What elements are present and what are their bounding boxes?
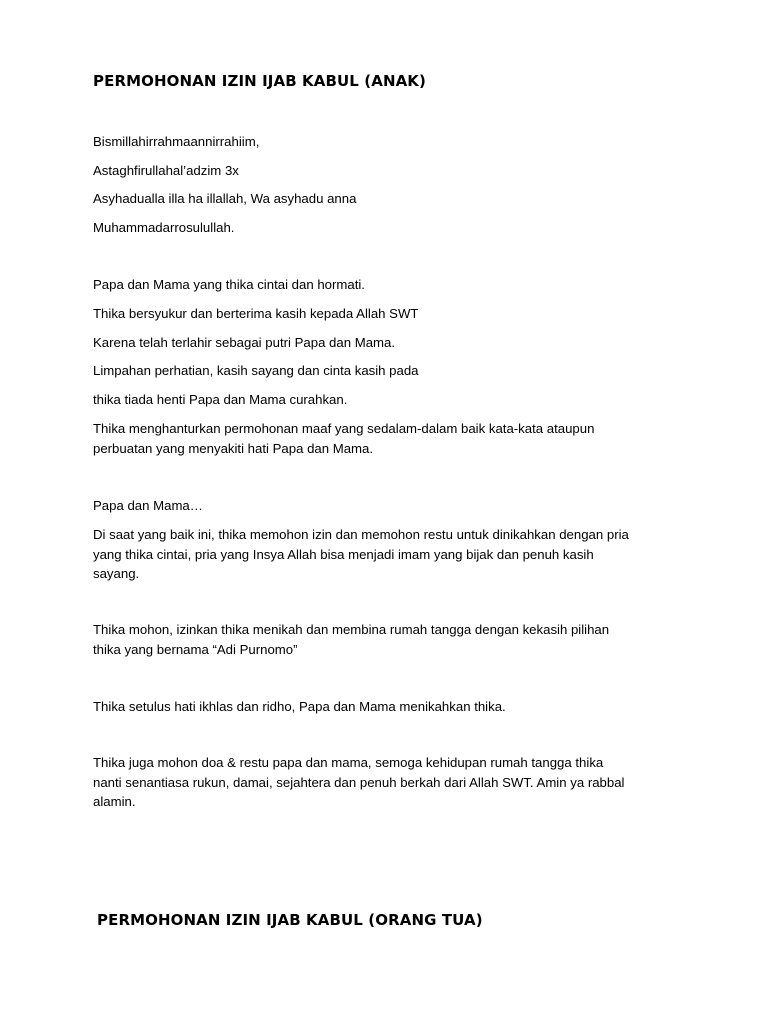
block1-line-3: Karena telah terlahir sebagai putri Papa dan Mama. [93, 335, 396, 350]
request-paragraph [93, 525, 693, 584]
apology-line-1: Thika menghanturkan permohonan maaf yang sedalam-dalam baik kata-kata ataupun [93, 421, 595, 436]
block1-line-1: Papa dan Mama yang thika cintai dan hormati. [93, 277, 365, 292]
prayer-line-2: nanti senantiasa rukun, damai, sejahtera dan penuh berkah dari Allah SWT. Amin ya rabbal [93, 774, 625, 790]
permission-paragraph [93, 620, 693, 659]
prayer-line-3: alamin. [93, 794, 136, 809]
request-line-3: sayang. [93, 566, 140, 581]
request-line-2: yang thika cintai, pria yang Insya Allah bisa menjadi imam yang bijak dan penuh kasih [93, 546, 594, 562]
permission-line-1: Thika mohon, izinkan thika menikah dan membina rumah tangga dengan kekasih pilihan [93, 622, 610, 637]
document-title: PERMOHONAN IZIN IJAB KABUL (ANAK) [93, 72, 426, 90]
block1-line-4: Limpahan perhatian, kasih sayang dan cinta kasih pada [93, 363, 419, 378]
sincerity-line: Thika setulus hati ikhlas dan ridho, Papa dan Mama menikahkan thika. [93, 699, 506, 714]
apology-line-2: perbuatan yang menyakiti hati Papa dan Mama. [93, 440, 374, 456]
second-title: PERMOHONAN IZIN IJAB KABUL (ORANG TUA) [97, 911, 483, 929]
block1-line-5: thika tiada henti Papa dan Mama curahkan. [93, 392, 348, 407]
opening-line-1: Bismillahirrahmaannirrahiim, [93, 134, 260, 149]
opening-line-2: Astaghfirullahal’adzim 3x [93, 163, 239, 178]
address-line: Papa dan Mama… [93, 498, 203, 513]
opening-line-3: Asyhadualla illa ha illallah, Wa asyhadu anna [93, 191, 357, 206]
request-line-1: Di saat yang baik ini, thika memohon izin dan memohon restu untuk dinikahkan dengan pria [93, 527, 629, 542]
apology-paragraph [93, 419, 693, 458]
block1-line-2: Thika bersyukur dan berterima kasih kepada Allah SWT [93, 306, 419, 321]
prayer-paragraph [93, 753, 693, 812]
opening-line-4: Muhammadarrosulullah. [93, 220, 235, 235]
prayer-line-1: Thika juga mohon doa & restu papa dan mama, semoga kehidupan rumah tangga thika [93, 755, 604, 770]
permission-line-2: thika yang bernama “Adi Purnomo” [93, 641, 298, 657]
